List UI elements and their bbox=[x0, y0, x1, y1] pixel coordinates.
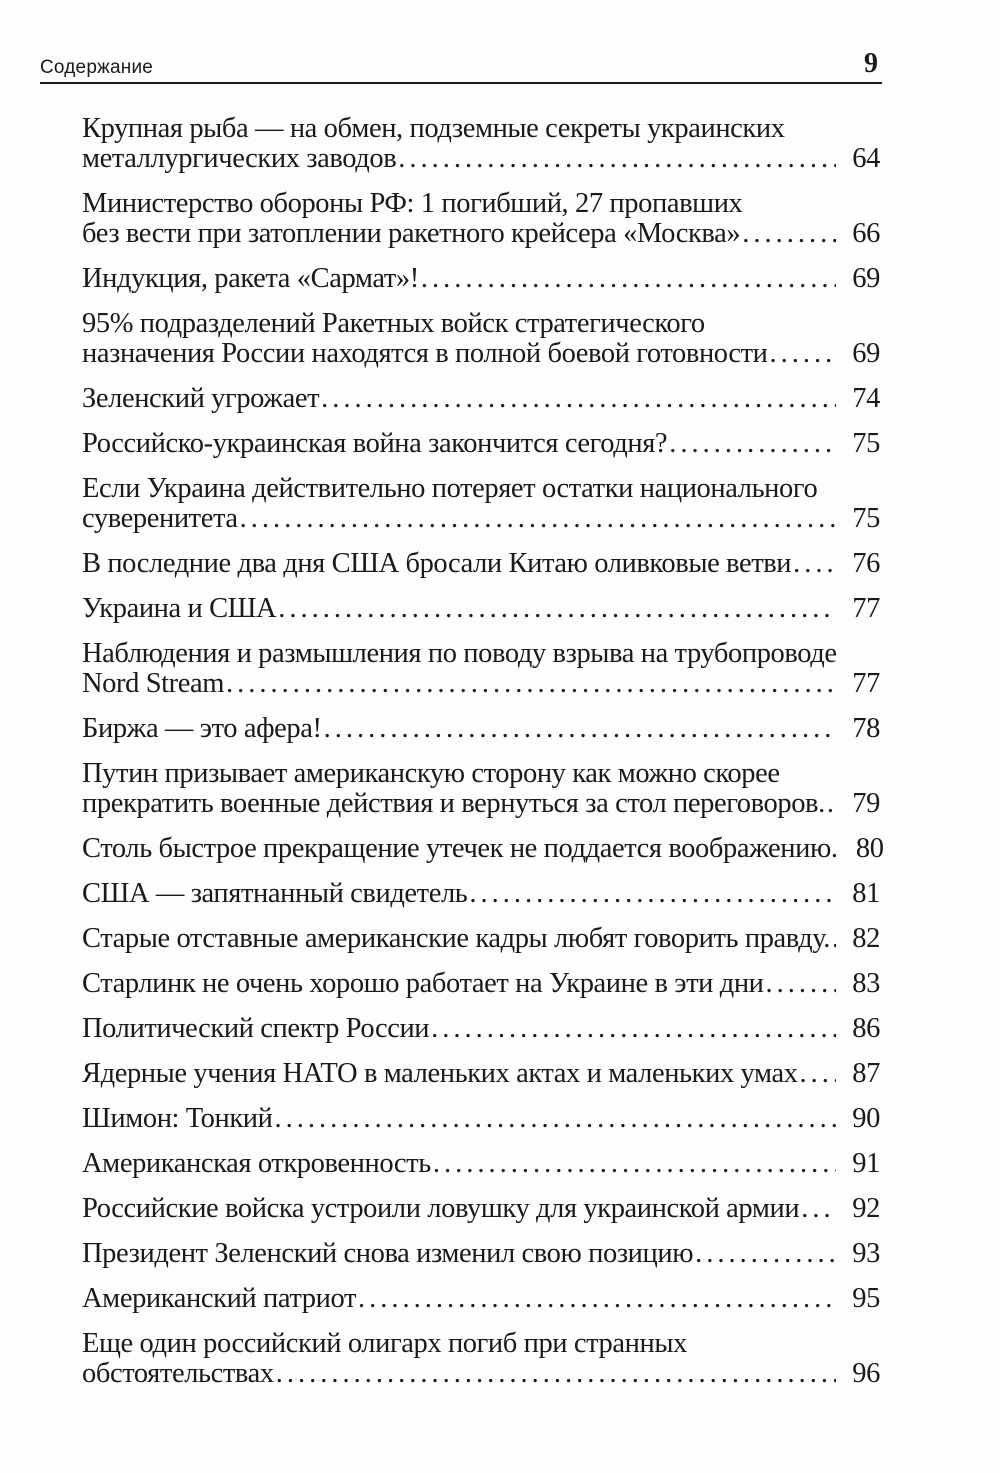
dot-leader bbox=[358, 1284, 836, 1314]
toc-entry bbox=[82, 714, 880, 744]
dot-leader bbox=[240, 504, 836, 534]
dot-leader bbox=[226, 669, 836, 699]
toc-entry-last-line bbox=[82, 1284, 880, 1314]
toc-entry bbox=[82, 429, 880, 459]
dot-leader bbox=[801, 1194, 836, 1224]
toc-entry-last-line bbox=[82, 549, 880, 579]
toc-entry-title-line: Наблюдения и размышления по поводу взрыва на трубопроводе bbox=[82, 638, 837, 669]
toc-entry-last-line bbox=[82, 219, 880, 249]
toc-entry-title-line: Президент Зеленский снова изменил свою позицию bbox=[82, 1238, 694, 1269]
toc-entry-page-number: 81 bbox=[852, 878, 880, 909]
toc-entry bbox=[82, 1059, 880, 1089]
toc-entry-last-line bbox=[82, 1239, 880, 1269]
toc-entry-title-line: Украина и США bbox=[82, 593, 277, 624]
toc-entry bbox=[82, 1104, 880, 1134]
running-head-title: Содержание bbox=[40, 57, 154, 78]
toc-entry-title-line: Столь быстрое прекращение утечек не поддается воображению. bbox=[82, 833, 838, 864]
toc-entry-title-line: Американская откровенность bbox=[82, 1148, 431, 1179]
toc-entry-page-number: 69 bbox=[852, 263, 880, 294]
toc-entry-title-line: металлургических заводов bbox=[82, 143, 397, 174]
toc-entry-title-line: Американский патриот bbox=[82, 1283, 357, 1314]
toc-entry-title-line: Путин призывает американскую сторону как можно скорее bbox=[82, 758, 780, 789]
toc-entry-page-number: 78 bbox=[852, 713, 880, 744]
toc-entry-title-line: Ядерные учения НАТО в маленьких актах и маленьких умах bbox=[82, 1058, 798, 1089]
toc-entry-page-number: 95 bbox=[852, 1283, 880, 1314]
toc-entry-last-line bbox=[82, 924, 880, 954]
toc-entry bbox=[82, 594, 880, 624]
toc-entry bbox=[82, 309, 880, 369]
dot-leader bbox=[832, 924, 836, 954]
toc-entry bbox=[82, 639, 880, 699]
dot-leader bbox=[421, 264, 836, 294]
toc-entry-page-number: 66 bbox=[852, 218, 880, 249]
table-of-contents bbox=[82, 113, 884, 1404]
dot-leader bbox=[321, 384, 836, 414]
dot-leader bbox=[433, 1149, 836, 1179]
toc-entry bbox=[82, 759, 880, 819]
toc-entry bbox=[82, 549, 880, 579]
toc-entry bbox=[82, 264, 880, 294]
toc-entry-page-number: 79 bbox=[852, 788, 880, 819]
toc-entry-last-line bbox=[82, 714, 880, 744]
toc-entry-page-number: 83 bbox=[852, 968, 880, 999]
toc-entry bbox=[82, 879, 880, 909]
dot-leader bbox=[669, 429, 836, 459]
toc-entry bbox=[82, 114, 880, 174]
toc-entry bbox=[82, 474, 880, 534]
toc-entry-page-number: 75 bbox=[852, 428, 880, 459]
toc-entry-title-line: суверенитета bbox=[82, 503, 238, 534]
toc-entry bbox=[82, 1194, 880, 1224]
dot-leader bbox=[324, 714, 836, 744]
toc-entry-last-line bbox=[82, 264, 880, 294]
dot-leader bbox=[742, 219, 836, 249]
toc-entry-page-number: 74 bbox=[852, 383, 880, 414]
toc-entry bbox=[82, 924, 880, 954]
toc-entry-last-line bbox=[82, 144, 880, 174]
toc-entry bbox=[82, 969, 880, 999]
dot-leader bbox=[800, 1059, 836, 1089]
toc-entry-last-line bbox=[82, 1359, 880, 1389]
toc-entry-page-number: 80 bbox=[855, 833, 884, 864]
toc-entry-title-line: назначения России находятся в полной боевой готовности bbox=[82, 338, 768, 369]
toc-entry-last-line bbox=[82, 789, 880, 819]
dot-leader bbox=[766, 969, 836, 999]
toc-entry-page-number: 64 bbox=[852, 143, 880, 174]
toc-entry-title-line: прекратить военные действия и вернуться за стол переговоров. bbox=[82, 788, 825, 819]
toc-entry-page-number: 76 bbox=[852, 548, 880, 579]
toc-entry-title-line: США — запятнанный свидетель bbox=[82, 878, 468, 909]
toc-entry-last-line bbox=[82, 833, 884, 864]
toc-entry-title-line: Старые отставные американские кадры любят говорить правду. bbox=[82, 923, 830, 954]
toc-entry-title-line: без вести при затоплении ракетного крейсера «Москва» bbox=[82, 218, 741, 249]
toc-entry-last-line bbox=[82, 1014, 880, 1044]
toc-entry-title-line: Биржа — это афера! bbox=[82, 713, 322, 744]
toc-entry-page-number: 82 bbox=[852, 923, 880, 954]
toc-entry-last-line bbox=[82, 1059, 880, 1089]
toc-entry-last-line bbox=[82, 429, 880, 459]
toc-entry bbox=[82, 1284, 880, 1314]
toc-entry bbox=[82, 833, 884, 864]
toc-entry bbox=[82, 1239, 880, 1269]
toc-entry-title-line: Шимон: Тонкий bbox=[82, 1103, 273, 1134]
toc-entry-page-number: 86 bbox=[852, 1013, 880, 1044]
toc-entry-title-line: Еще один российский олигарх погиб при странных bbox=[82, 1328, 687, 1359]
toc-entry-title-line: Российские войска устроили ловушку для украинской армии bbox=[82, 1193, 800, 1224]
toc-entry-title-line: Индукция, ракета «Сармат»! bbox=[82, 263, 419, 294]
dot-leader bbox=[770, 339, 836, 369]
toc-entry-title-line: Nord Stream bbox=[82, 668, 225, 699]
toc-entry-last-line bbox=[82, 504, 880, 534]
page-number: 9 bbox=[864, 48, 878, 79]
toc-entry-page-number: 93 bbox=[852, 1238, 880, 1269]
toc-entry-title-line: Российско-украинская война закончится сегодня? bbox=[82, 428, 668, 459]
running-head bbox=[40, 48, 882, 84]
toc-entry bbox=[82, 1014, 880, 1044]
toc-entry-last-line bbox=[82, 879, 880, 909]
toc-entry-title-line: Политический спектр России bbox=[82, 1013, 430, 1044]
toc-entry-page-number: 87 bbox=[852, 1058, 880, 1089]
toc-entry bbox=[82, 384, 880, 414]
toc-entry-title-line: обстоятельствах bbox=[82, 1358, 274, 1389]
toc-entry-title-line: Крупная рыба — на обмен, подземные секреты украинских bbox=[82, 113, 785, 144]
toc-entry-title-line: Министерство обороны РФ: 1 погибший, 27 пропавших bbox=[82, 188, 743, 219]
toc-entry-title-line: Старлинк не очень хорошо работает на Украине в эти дни bbox=[82, 968, 764, 999]
toc-entry-last-line bbox=[82, 1104, 880, 1134]
toc-entry-page-number: 91 bbox=[852, 1148, 880, 1179]
dot-leader bbox=[431, 1014, 836, 1044]
toc-entry-last-line bbox=[82, 669, 880, 699]
toc-entry-title-line: В последние два дня США бросали Китаю оливковые ветви bbox=[82, 548, 792, 579]
toc-entry-page-number: 77 bbox=[852, 593, 880, 624]
toc-entry bbox=[82, 189, 880, 249]
dot-leader bbox=[469, 879, 836, 909]
toc-entry-last-line bbox=[82, 384, 880, 414]
toc-entry-last-line bbox=[82, 969, 880, 999]
toc-entry-last-line bbox=[82, 1149, 880, 1179]
toc-entry-page-number: 96 bbox=[852, 1358, 880, 1389]
dot-leader bbox=[695, 1239, 836, 1269]
dot-leader bbox=[398, 144, 836, 174]
toc-entry-page-number: 75 bbox=[852, 503, 880, 534]
dot-leader bbox=[278, 594, 836, 624]
toc-entry-page-number: 77 bbox=[852, 668, 880, 699]
dot-leader bbox=[827, 789, 836, 819]
toc-entry-last-line bbox=[82, 339, 880, 369]
toc-entry-page-number: 92 bbox=[852, 1193, 880, 1224]
toc-entry bbox=[82, 1149, 880, 1179]
dot-leader bbox=[275, 1104, 836, 1134]
toc-entry-title-line: Если Украина действительно потеряет остатки национального bbox=[82, 473, 818, 504]
toc-entry-last-line bbox=[82, 594, 880, 624]
toc-entry-page-number: 69 bbox=[852, 338, 880, 369]
dot-leader bbox=[276, 1359, 836, 1389]
toc-entry bbox=[82, 1329, 880, 1389]
toc-entry-last-line bbox=[82, 1194, 880, 1224]
dot-leader bbox=[793, 549, 836, 579]
toc-entry-page-number: 90 bbox=[852, 1103, 880, 1134]
toc-entry-title-line: Зеленский угрожает bbox=[82, 383, 320, 414]
toc-entry-title-line: 95% подразделений Ракетных войск стратегического bbox=[82, 308, 705, 339]
